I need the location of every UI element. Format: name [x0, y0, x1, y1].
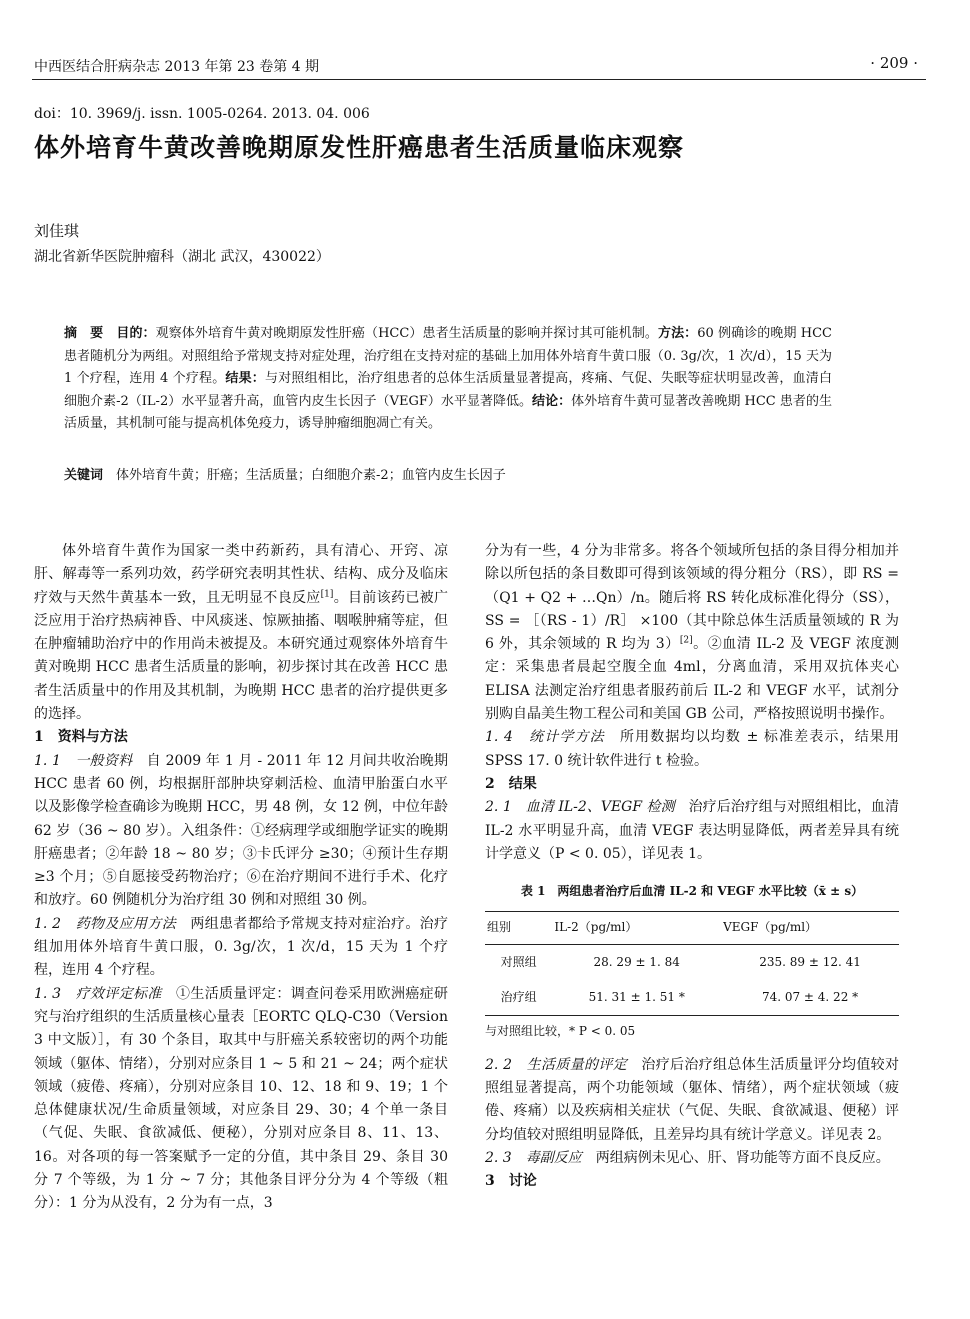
table-cell: 74. 07 ± 4. 22 * — [721, 980, 899, 1016]
section-2-2 — [485, 1054, 899, 1147]
table-header-row — [485, 912, 899, 944]
section-3-heading: 3 讨论 — [485, 1173, 537, 1190]
intro-paragraph — [34, 540, 448, 726]
section-1-2 — [34, 913, 448, 983]
table-header: 组别 — [485, 912, 552, 944]
methods-continued — [485, 540, 899, 726]
keywords — [64, 464, 832, 483]
reference-1: [1] — [320, 588, 334, 599]
affiliation: 湖北省新华医院肿瘤科（湖北 武汉，430022） — [34, 249, 330, 265]
section-1-heading: 1 资料与方法 — [34, 729, 128, 746]
results-label: 结果： — [225, 371, 265, 386]
abstract-label: 摘 要 — [64, 326, 104, 341]
methods-cont-text-2: 。②血清 IL-2 及 VEGF 浓度测定：采集患者晨起空腹全血 4ml，分离血清，采用双抗体夹心 ELISA 法测定治疗组患者服药前后 IL-2 和 VEGF 水平，试剂分别购自晶美生物工程公司和美国 GB 公司，严格按照说明书操作。 — [485, 636, 900, 723]
keywords-text: 体外培育牛黄；肝癌；生活质量；白细胞介素-2；血管内皮生长因子 — [116, 468, 506, 483]
article-title: 体外培育牛黄改善晚期原发性肝癌患者生活质量临床观察 — [34, 133, 685, 162]
reference-2: [2] — [679, 635, 693, 646]
abstract — [64, 323, 832, 436]
doi: doi：10. 3969/j. issn. 1005-0264. 2013. 04. 006 — [34, 106, 370, 122]
section-2-1-text: 治疗后治疗组与对照组相比，血清 IL-2 水平明显升高，血清 VEGF 表达明显降低，两者差异具有统计学意义（P < 0. 05），详见表 1。 — [485, 799, 900, 862]
methods-text: 60 例确诊的晚期 HCC 患者随机分为两组。对照组给予常规支持对症处理，治疗组在支持对症的基础上加用体外培育牛黄口服（0. 3g/次，1 次/d），15 天为 1 个疗程，连用 4 个疗程。 — [64, 326, 832, 386]
section-2-2-label: 2. 2 生活质量的评定 — [485, 1056, 628, 1073]
table-header: VEGF（pg/ml） — [721, 912, 899, 944]
section-1-3-label: 1. 3 疗效评定标准 — [34, 985, 162, 1002]
section-1-3 — [34, 983, 448, 1216]
section-1-4 — [485, 726, 899, 773]
table-1-note: 与对照组比较，* P < 0. 05 — [485, 1024, 636, 1039]
section-2-2-text: 治疗后治疗组总体生活质量评分均值较对照组显著提高，两个功能领域（躯体、情绪），两个症状领域（疲倦、疼痛）以及疾病相关症状（气促、失眠、食欲减退、便秘）评分均值较对照组明显降低，且差异均具有统计学意义。详见表 2。 — [485, 1056, 900, 1143]
page-number: · 209 · — [870, 54, 918, 72]
section-1-1 — [34, 750, 448, 913]
section-2-3-text: 两组病例未见心、肝、肾功能等方面不良反应。 — [595, 1149, 890, 1166]
table-cell: 235. 89 ± 12. 41 — [759, 954, 861, 969]
methods-cont-text: 分为有一些，4 分为非常多。将各个领域所包括的条目得分相加并除以所包括的条目数即可得到该领域的得分粗分（RS），即 RS = （Q1 + Q2 + …Qn）/n。随后将 RS 转化成标准化得分（SS），SS = ［（RS - 1）/R］ ×100（其中除总体生活质量领域的 R 为 6 外，其余领域的 R 均为 3） — [485, 543, 899, 653]
intro-text-cont: 。目前该药已被广泛应用于治疗热病神昏、中风痰迷、惊厥抽搐、咽喉肿痛等症，但在肿瘤辅助治疗中的作用尚未被提及。本研究通过观察体外培育牛黄对晚期 HCC 患者生活质量的影响，初步探讨其在改善 HCC 患者生活质量中的作用及其机制，为晚期 HCC 患者的治疗提供更多的选择。 — [34, 589, 449, 723]
header-rule — [32, 79, 926, 80]
left-column — [34, 540, 448, 1216]
intro-text: 体外培育牛黄作为国家一类中药新药，具有清心、开窍、凉肝、解毒等一系列功效，药学研究表明其性状、结构、成分及临床疗效与天然牛黄基本一致，且无明显不良反应 — [34, 543, 448, 606]
author: 刘佳琪 — [34, 222, 80, 240]
table-cell: 51. 31 ± 1. 51 * — [552, 980, 721, 1016]
section-1-2-label: 1. 2 药物及应用方法 — [34, 915, 177, 932]
table-row — [485, 980, 899, 1016]
section-1-3-text: ①生活质量评定：调查问卷采用欧洲癌症研究与治疗组织的生活质量核心量表［EORTC QLQ-C30（Version 3 中文版）］，有 30 个条目，取其中与肝癌关系较密切的两个功能领域（躯体、情绪），分别对应条目 1 ~ 5 和 21 ~ 24；两个症状领域（疲倦、疼痛），分别对应条目 10、12、18 和 9、19；1 个总体健康状况/生命质量领域，对应条目 29、30；4 个单一条目（气促、失眠、食欲减低、便秘），分别对应条目 8、11、13、16。对各项的每一答案赋予一定的分值，其中条目 29、条目 30 分 7 个等级，为 1 分 ~ 7 分；其他条目评分分为 4 个等级（粗分）：1 分为从没有，2 分为有一点，3 — [34, 985, 449, 1212]
results-text: 与对照组相比，治疗组患者的总体生活质量显著提高，疼痛、气促、失眠等症状明显改善，血清白细胞介素-2（IL-2）水平显著升高，血管内皮生长因子（VEGF）水平显著降低。 — [64, 371, 832, 409]
objective-text: 观察体外培育牛黄对晚期原发性肝癌（HCC）患者生活质量的影响并探讨其可能机制。 — [155, 326, 658, 341]
methods-label: 方法： — [658, 326, 698, 341]
table-row — [485, 944, 899, 980]
section-2-1 — [485, 796, 899, 866]
section-1-2-text: 两组患者都给予常规支持对症治疗。治疗组加用体外培育牛黄口服，0. 3g/次，1 次/d，15 天为 1 个疗程，连用 4 个疗程。 — [34, 915, 449, 979]
right-column — [485, 540, 899, 1193]
section-2-heading: 2 结果 — [485, 775, 537, 792]
journal-header: 中西医结合肝病杂志 2013 年第 23 卷第 4 期 — [34, 59, 320, 75]
section-2-3 — [485, 1147, 899, 1170]
section-2-1-label: 2. 1 血清 IL-2、VEGF 检测 — [485, 799, 675, 816]
table-1-caption: 表 1 两组患者治疗后血清 IL-2 和 VEGF 水平比较（x̄ ± s） — [520, 884, 864, 899]
table-cell: 对照组 — [500, 954, 537, 969]
section-1-4-text: 所用数据均以均数 ± 标准差表示，结果用 SPSS 17. 0 统计软件进行 t 检验。 — [485, 729, 899, 769]
table-1 — [485, 911, 899, 1016]
conclusion-text: 体外培育牛黄可显著改善晚期 HCC 患者的生活质量，其机制可能与提高机体免疫力，诱导肿瘤细胞凋亡有关。 — [64, 393, 832, 431]
section-2-3-label: 2. 3 毒副反应 — [485, 1149, 582, 1166]
table-header: IL-2（pg/ml） — [552, 912, 721, 944]
conclusion-label: 结论： — [532, 393, 572, 409]
table-cell: 治疗组 — [485, 980, 552, 1016]
section-1-1-label: 1. 1 一般资料 — [34, 752, 133, 769]
table-cell: 28. 29 ± 1. 84 — [593, 954, 680, 969]
section-1-4-label: 1. 4 统计学方法 — [485, 729, 605, 746]
keywords-label: 关键词 — [64, 468, 104, 483]
section-1-1-text: 自 2009 年 1 月 - 2011 年 12 月间共收治晚期 HCC 患者 60 例，均根据肝部肿块穿刺活检、血清甲胎蛋白水平以及影像学检查确诊为晚期 HCC，男 48 例，女 12 例，中位年龄 62 岁（36 ~ 80 岁）。入组条件：①经病理学或细胞学证实的晚期肝癌患者；②年龄 18 ~ 80 岁；③卡氏评分 ≥30；④预计生存期≥3 个月；⑤自愿接受药物治疗；⑥在治疗期间不进行手术、化疗和放疗。60 例随机分为治疗组 30 例和对照组 30 例。 — [34, 752, 449, 909]
objective-label: 目的： — [116, 326, 156, 341]
